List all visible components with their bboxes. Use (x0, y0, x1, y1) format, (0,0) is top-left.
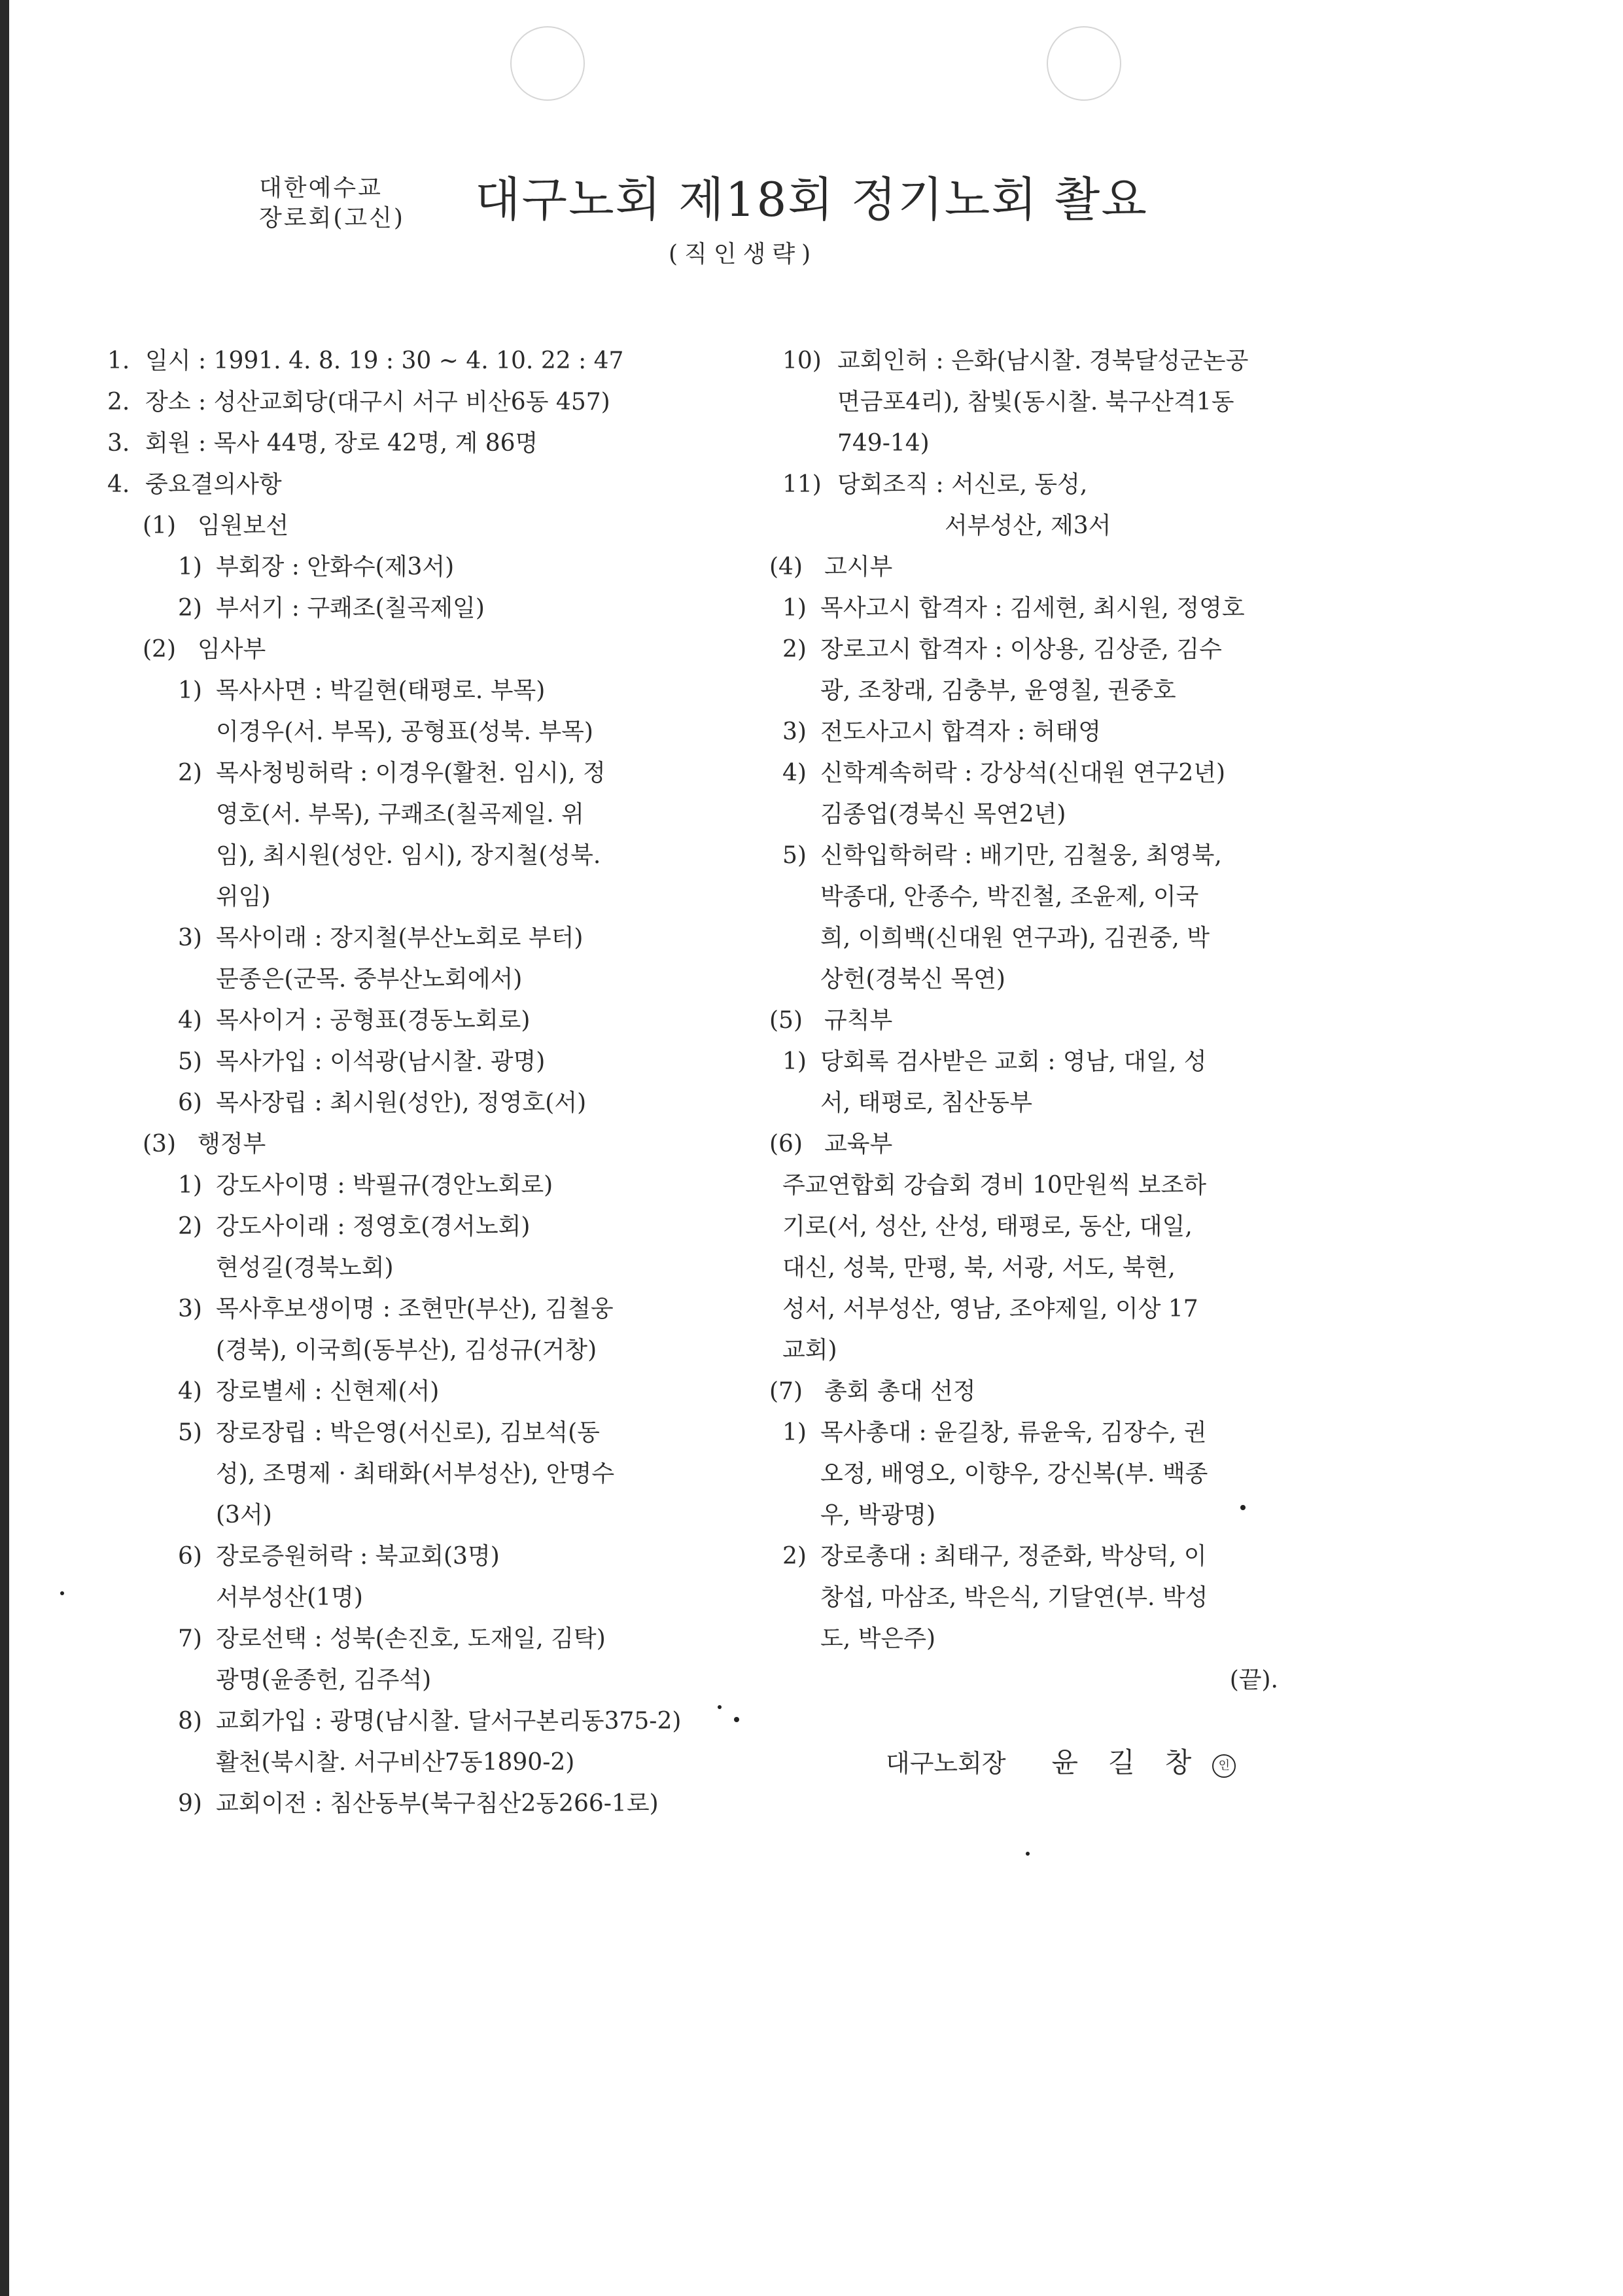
item-number: 9) (178, 1790, 202, 1817)
item-text: 박종대, 안종수, 박진철, 조윤제, 이국 (820, 883, 1199, 910)
item-text: 희, 이희백(신대원 연구과), 김권중, 박 (820, 925, 1210, 951)
item-text: 목사총대 : 윤길창, 류윤욱, 김장수, 권 (820, 1419, 1207, 1446)
text-line (755, 1041, 1298, 1082)
item-text: 강도사이명 : 박필규(경안노회로) (216, 1172, 553, 1199)
text-line (755, 959, 1298, 1000)
item-number: 5) (178, 1048, 202, 1075)
item-text: 목사가입 : 이석광(남시찰. 광명) (216, 1048, 546, 1075)
text-line (755, 381, 1298, 423)
item-text: 면금포4리), 참빛(동시찰. 북구산격1동 (837, 389, 1234, 415)
item-text: 교회인허 : 은화(남시찰. 경북달성군논공 (837, 347, 1249, 374)
item-text: 신학계속허락 : 강상석(신대원 연구2년) (820, 760, 1226, 786)
text-line (107, 1618, 696, 1659)
item-text: 총회 총대 선정 (824, 1378, 976, 1405)
text-line (107, 464, 696, 505)
item-text: 현성길(경북노회) (216, 1254, 394, 1281)
text-line (755, 1412, 1298, 1453)
item-text: 교회이전 : 침산동부(북구침산2동266-1로) (216, 1790, 659, 1817)
text-line (107, 340, 696, 381)
text-line (107, 1165, 696, 1206)
text-line (755, 917, 1298, 959)
text-line (107, 423, 696, 464)
text-line (107, 835, 696, 876)
item-number: 2) (178, 1213, 202, 1240)
text-line (107, 794, 696, 835)
item-text: 장로증원허락 : 북교회(3명) (216, 1543, 500, 1570)
text-line (755, 588, 1298, 629)
text-line (107, 629, 696, 670)
text-line (107, 1330, 696, 1371)
item-text: 김종업(경북신 목연2년) (820, 801, 1066, 828)
item-number: 3) (782, 718, 807, 745)
text-line (755, 1371, 1298, 1412)
item-text: 장소 : 성산교회당(대구시 서구 비산6동 457) (145, 389, 610, 415)
item-text: 교회가입 : 광명(남시찰. 달서구본리동375-2) (216, 1708, 682, 1735)
text-line (107, 1536, 696, 1577)
text-line (755, 752, 1298, 794)
text-line (755, 340, 1298, 381)
item-text: 교회) (782, 1337, 837, 1364)
item-text: 광, 조창래, 김충부, 윤영칠, 권중호 (820, 677, 1176, 704)
item-text: 장로고시 합격자 : 이상용, 김상준, 김수 (820, 636, 1222, 663)
item-text: 성서, 서부성산, 영남, 조야제일, 이상 17 (782, 1296, 1198, 1322)
text-line (755, 464, 1298, 505)
item-number: 5) (782, 842, 807, 869)
item-number: 3) (178, 1296, 202, 1322)
signature-line (755, 1742, 1298, 1783)
item-text: 상헌(경북신 목연) (820, 966, 1005, 993)
item-text: 목사청빙허락 : 이경우(활천. 임시), 정 (216, 760, 606, 786)
item-text: 당회록 검사받은 교회 : 영남, 대일, 성 (820, 1048, 1207, 1075)
scan-speck (734, 1717, 739, 1722)
text-line (107, 1206, 696, 1247)
item-text: 기로(서, 성산, 산성, 태평로, 동산, 대일, (782, 1213, 1193, 1240)
seal-mark: 인 (1212, 1754, 1236, 1778)
item-text: 규칙부 (824, 1007, 893, 1034)
text-line (755, 1288, 1298, 1330)
punch-hole-mark (510, 26, 585, 101)
item-number: (7) (769, 1378, 803, 1405)
item-text: 이경우(서. 부목), 공형표(성북. 부목) (216, 718, 593, 745)
item-text: (경북), 이국희(동부산), 김성규(거창) (216, 1337, 597, 1364)
item-number: (4) (769, 554, 803, 580)
item-number: 1) (178, 554, 202, 580)
item-text: 우, 박광명) (820, 1502, 936, 1528)
item-text: 서, 태평로, 침산동부 (820, 1089, 1032, 1116)
item-text: 장로총대 : 최태구, 정준화, 박상덕, 이 (820, 1543, 1207, 1570)
text-line (755, 1536, 1298, 1577)
item-number: 4) (782, 760, 807, 786)
document-header (259, 165, 1240, 296)
item-text: 신학입학허락 : 배기만, 김철웅, 최영북, (820, 842, 1222, 869)
text-line (755, 794, 1298, 835)
item-text: 일시 : 1991. 4. 8. 19 : 30 ~ 4. 10. 22 : 47 (145, 347, 624, 374)
left-column (107, 340, 696, 1824)
text-line (107, 917, 696, 959)
item-text: 목사이거 : 공형표(경동노회로) (216, 1007, 531, 1034)
scan-speck (60, 1591, 64, 1595)
text-line (107, 959, 696, 1000)
text-line (107, 1082, 696, 1123)
item-number: 2) (782, 636, 807, 663)
item-number: 8) (178, 1708, 202, 1735)
item-text: 도, 박은주) (820, 1625, 936, 1652)
text-line (107, 1659, 696, 1701)
item-text: 활천(북시찰. 서구비산7동1890-2) (216, 1749, 575, 1776)
item-text: 당회조직 : 서신로, 동성, (837, 471, 1088, 498)
text-line (755, 505, 1298, 546)
org-name-line2: 장로회(고신) (259, 205, 405, 232)
scan-speck (1026, 1852, 1030, 1856)
item-text: 목사후보생이명 : 조현만(부산), 김철웅 (216, 1296, 614, 1322)
item-text: 임), 최시원(성안. 임시), 장지철(성북. (216, 842, 601, 869)
item-text: 강도사이래 : 정영호(경서노회) (216, 1213, 531, 1240)
item-number: 1) (178, 677, 202, 704)
item-number: (2) (143, 636, 176, 663)
text-line (755, 1165, 1298, 1206)
item-number: 7) (178, 1625, 202, 1652)
text-line (107, 711, 696, 752)
item-text: 임원보선 (198, 512, 289, 539)
text-line (107, 1041, 696, 1082)
text-line (107, 1371, 696, 1412)
text-line (755, 1000, 1298, 1041)
text-line (107, 381, 696, 423)
text-line (755, 1206, 1298, 1247)
text-line (107, 1783, 696, 1824)
text-line (107, 546, 696, 588)
item-number: 2) (178, 595, 202, 622)
item-number: 11) (782, 471, 822, 498)
text-line (755, 1453, 1298, 1494)
text-line (107, 505, 696, 546)
item-number: 1) (782, 595, 807, 622)
item-text: 대신, 성북, 만평, 북, 서광, 서도, 북현, (782, 1254, 1176, 1281)
item-number: 2. (107, 389, 130, 415)
item-text: 문종은(군목. 중부산노회에서) (216, 966, 523, 993)
text-line (755, 1082, 1298, 1123)
item-text: 교육부 (824, 1131, 893, 1157)
text-line (755, 1577, 1298, 1618)
item-number: 3. (107, 430, 130, 457)
item-text: (3서) (216, 1502, 272, 1528)
item-number: 2) (178, 760, 202, 786)
end-mark: (끝). (1229, 1667, 1278, 1693)
text-line (107, 670, 696, 711)
text-line (107, 1412, 696, 1453)
item-number: (6) (769, 1131, 803, 1157)
item-number: 1) (178, 1172, 202, 1199)
item-text: 부회장 : 안화수(제3서) (216, 554, 455, 580)
item-text: 장로선택 : 성북(손진호, 도재일, 김탁) (216, 1625, 606, 1652)
item-text: 목사장립 : 최시원(성안), 정영호(서) (216, 1089, 587, 1116)
text-line (107, 1577, 696, 1618)
item-text: 목사사면 : 박길현(태평로. 부목) (216, 677, 546, 704)
item-text: 부서기 : 구쾌조(칠곡제일) (216, 595, 485, 622)
item-number: 4) (178, 1007, 202, 1034)
text-line (755, 1247, 1298, 1288)
text-line (107, 1247, 696, 1288)
item-text: 오정, 배영오, 이향우, 강신복(부. 백종 (820, 1460, 1208, 1487)
text-line (755, 423, 1298, 464)
item-number: (3) (143, 1131, 176, 1157)
item-text: 영호(서. 부목), 구쾌조(칠곡제일. 위 (216, 801, 584, 828)
item-number: (1) (143, 512, 176, 539)
item-number: 6) (178, 1089, 202, 1116)
signer-title: 대구노회장 (886, 1749, 1006, 1778)
spacer (755, 1701, 1298, 1742)
text-line (107, 1123, 696, 1165)
item-text: 목사고시 합격자 : 김세현, 최시원, 정영호 (820, 595, 1245, 622)
text-line (107, 1288, 696, 1330)
text-line (755, 835, 1298, 876)
text-line (107, 1701, 696, 1742)
item-text: 회원 : 목사 44명, 장로 42명, 계 86명 (145, 430, 538, 457)
text-line (107, 1742, 696, 1783)
text-line (107, 1453, 696, 1494)
text-line (107, 588, 696, 629)
text-line (755, 670, 1298, 711)
item-text: 서부성산, 제3서 (945, 512, 1111, 539)
scan-edge-shadow (0, 0, 9, 2296)
right-column (755, 340, 1298, 1783)
item-number: 6) (178, 1543, 202, 1570)
item-text: 서부성산(1명) (216, 1584, 363, 1611)
item-text: 성), 조명제 · 최태화(서부성산), 안명수 (216, 1460, 615, 1487)
text-line (107, 876, 696, 917)
item-number: 1. (107, 347, 130, 374)
item-number: 5) (178, 1419, 202, 1446)
item-text: 고시부 (824, 554, 893, 580)
item-number: 2) (782, 1543, 807, 1570)
text-line (755, 546, 1298, 588)
document-subtitle: (직인생략) (669, 241, 818, 268)
item-text: 749-14) (837, 430, 930, 457)
item-text: 주교연합회 강습회 경비 10만원씩 보조하 (782, 1172, 1206, 1199)
item-text: 중요결의사항 (145, 471, 282, 498)
text-line (107, 1494, 696, 1536)
item-number: 1) (782, 1048, 807, 1075)
item-number: 10) (782, 347, 822, 374)
text-line (755, 1618, 1298, 1659)
item-text: 장로장립 : 박은영(서신로), 김보석(동 (216, 1419, 600, 1446)
text-line (755, 1330, 1298, 1371)
item-text: 창섭, 마삼조, 박은식, 기달연(부. 박성 (820, 1584, 1208, 1611)
item-number: 4) (178, 1378, 202, 1405)
item-text: 광명(윤종헌, 김주석) (216, 1667, 432, 1693)
text-line (755, 1123, 1298, 1165)
text-line (755, 711, 1298, 752)
item-text: 전도사고시 합격자 : 허태영 (820, 718, 1101, 745)
item-number: 4. (107, 471, 130, 498)
document-title: 대구노회 제18회 정기노회 촬요 (475, 172, 1148, 227)
item-text: 임사부 (198, 636, 266, 663)
text-line (755, 1494, 1298, 1536)
item-text: 장로별세 : 신현제(서) (216, 1378, 440, 1405)
item-text: 행정부 (198, 1131, 266, 1157)
text-line (107, 752, 696, 794)
scan-speck (718, 1705, 722, 1709)
signer-name: 윤길창 (1051, 1746, 1222, 1778)
punch-hole-mark (1047, 26, 1121, 101)
text-line (755, 876, 1298, 917)
text-line (107, 1000, 696, 1041)
item-number: (5) (769, 1007, 803, 1034)
org-name-line1: 대한예수교 (259, 175, 383, 202)
item-number: 3) (178, 925, 202, 951)
item-text: 목사이래 : 장지철(부산노회로 부터) (216, 925, 584, 951)
item-number: 1) (782, 1419, 807, 1446)
item-text: 위임) (216, 883, 271, 910)
text-line (755, 629, 1298, 670)
